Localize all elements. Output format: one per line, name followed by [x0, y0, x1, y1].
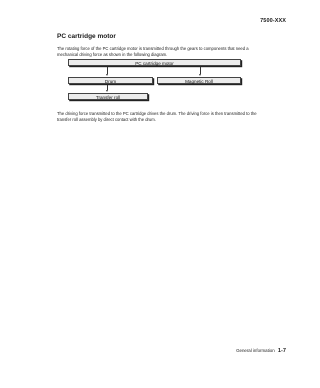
body-paragraph: The driving force transmitted to the PC cartridge drives the drum. The driving force is then transmitted to the transfer roll assembly by direct contact with the drum.	[57, 111, 257, 122]
page-number: 1-7	[277, 348, 286, 354]
footer-label: General information	[236, 348, 275, 353]
page-footer	[236, 348, 286, 354]
motor-box: PC cartridge motor	[68, 59, 241, 66]
transfer-roll-box: Transfer roll	[68, 93, 148, 100]
doc-code: 7500-XXX	[260, 18, 286, 24]
intro-paragraph: The rotating force of the PC cartridge motor is transmitted through the gears to components that need a mechanical driving force as shown in the following diagram.	[57, 46, 249, 57]
magnetic-roll-box: Magnetic Roll	[157, 77, 241, 84]
drum-box: Drum	[68, 77, 153, 84]
section-title: PC cartridge motor	[57, 33, 116, 40]
